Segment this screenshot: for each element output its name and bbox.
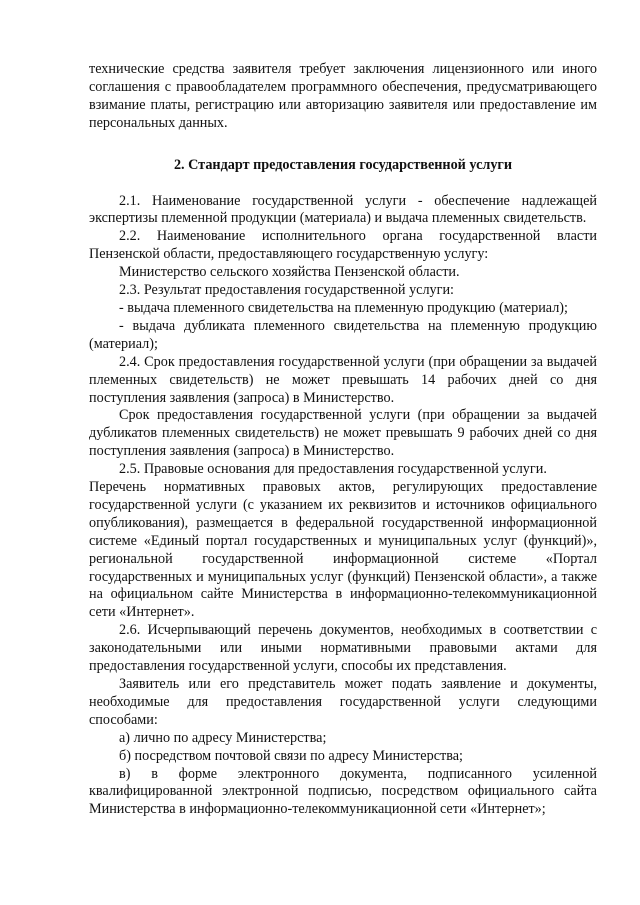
paragraph-2-6: 2.6. Исчерпывающий перечень документов, необходимых в соответствии с законодательными или иными нормативными правовыми актами для предоставления государственной услуги, способы их представления. xyxy=(89,622,597,675)
list-item-duplicate: - выдача дубликата племенного свидетельства на племенную продукцию (материал); xyxy=(89,317,597,352)
list-item-in-person: а) лично по адресу Министерства; xyxy=(119,729,327,746)
paragraph-ministry-name: Министерство сельского хозяйства Пензенской области. xyxy=(119,264,460,281)
document-page xyxy=(89,61,597,819)
paragraph-legal-acts: Перечень нормативных правовых актов, регулирующих предоставление государственной услуги (с указанием их реквизитов и источников официального опубликования), размещается в федеральной государственной информационной системе «Единый портал государственных и муниципальных услуг (функций)», региональной государственной информационной системе «Портал государственных и муниципальных услуг (функций) Пензенской области», а также на официальном сайте Министерства в информационно-телекоммуникационной сети «Интернет». xyxy=(89,479,597,621)
section-title: 2. Стандарт предоставления государственной услуги xyxy=(173,156,513,173)
list-item-by-post: б) посредством почтовой связи по адресу Министерства; xyxy=(119,747,463,764)
paragraph-2-1: 2.1. Наименование государственной услуги - обеспечение надлежащей экспертизы племенной продукции (материала) и выдача племенных свидетельств. xyxy=(89,192,597,227)
paragraph-2-4: 2.4. Срок предоставления государственной услуги (при обращении за выдачей племенных свидетельств) не может превышать 14 рабочих дней со дня поступления заявления (запроса) в Министерство. xyxy=(89,353,597,406)
intro-paragraph: технические средства заявителя требует заключения лицензионного или иного соглашения с правообладателем программного обеспечения, предусматривающего взимание платы, регистрацию или авторизацию заявителя или предоставление им персональных данных. xyxy=(89,61,597,131)
list-item-certificate: - выдача племенного свидетельства на племенную продукцию (материал); xyxy=(119,299,568,316)
list-item-electronic: в) в форме электронного документа, подписанного усиленной квалифицированной электронной подписью, посредством официального сайта Министерства в информационно-телекоммуникационной сети «Интернет»; xyxy=(89,765,597,818)
paragraph-2-5: 2.5. Правовые основания для предоставления государственной услуги. xyxy=(119,461,547,478)
paragraph-2-3: 2.3. Результат предоставления государственной услуги: xyxy=(119,282,454,299)
paragraph-submission-methods: Заявитель или его представитель может подать заявление и документы, необходимые для предоставления государственной услуги следующими способами: xyxy=(89,676,597,728)
paragraph-2-2: 2.2. Наименование исполнительного органа государственной власти Пензенской области, предоставляющего государственную услугу: xyxy=(89,228,597,263)
paragraph-duplicate-term: Срок предоставления государственной услуги (при обращении за выдачей дубликатов племенных свидетельств) не может превышать 9 рабочих дней со дня поступления заявления (запроса) в Министерство. xyxy=(89,407,597,460)
